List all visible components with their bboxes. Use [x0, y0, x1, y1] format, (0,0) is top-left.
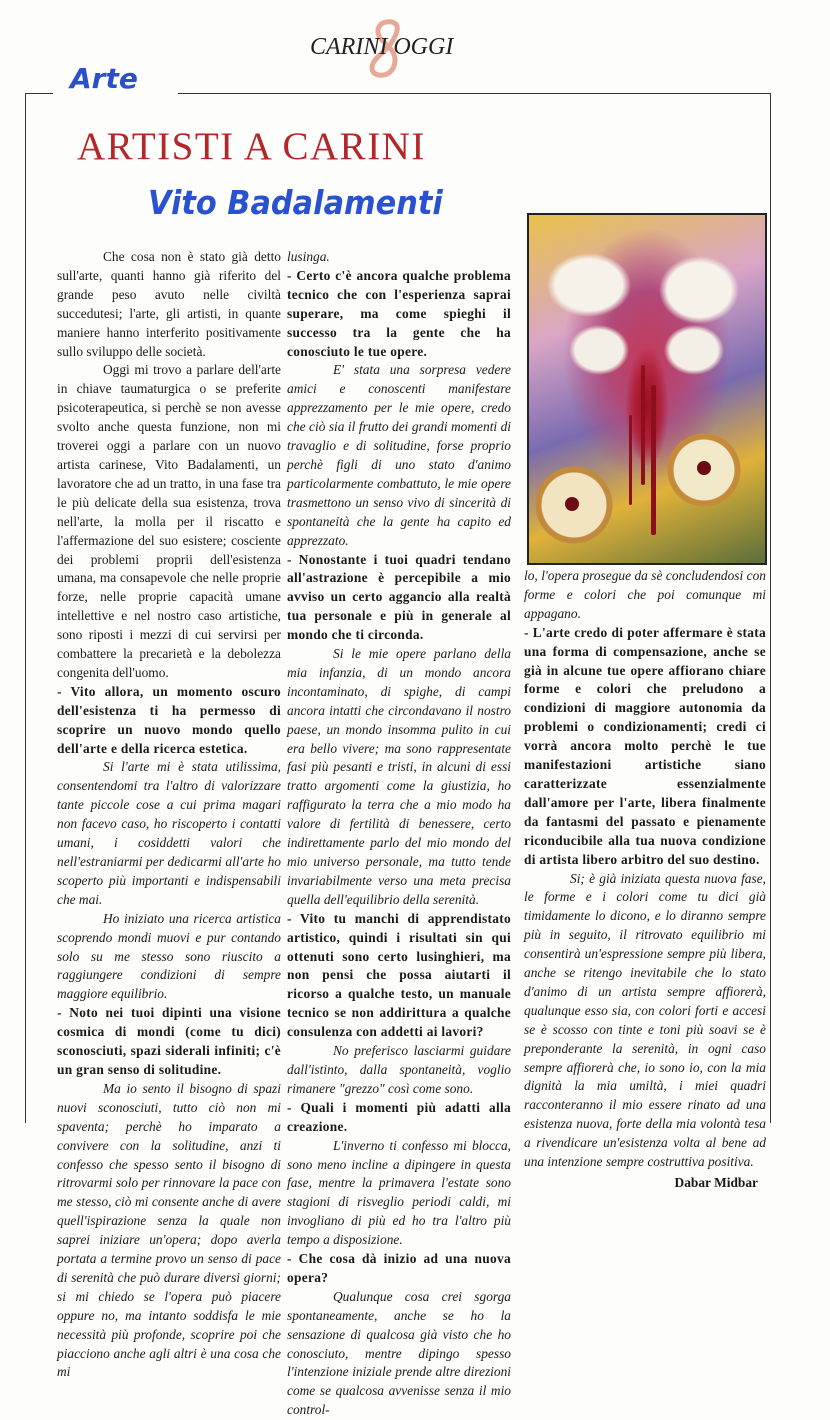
- paint-spot: [565, 497, 579, 511]
- interview-answer: Ho iniziato una ricerca artistica scoprendo mondi muovi e pur contando solo su me stesso sono riuscito a raggiungere condizioni di sempre maggiore equilibrio.: [57, 910, 281, 1002]
- frame-rule: [770, 93, 771, 1123]
- paint-drip: [641, 365, 645, 485]
- interview-question: - Vito tu manchi di apprendistato artistico, quindi i risultati sin qui ottenuti sono certo lusinghieri, ma non pensi che possa aiutarti il ricorso a qualche testo, un manuale tecnico se non addirittura a qualche consulenza con addetti ai lavori?: [287, 910, 511, 1040]
- frame-rule: [25, 93, 53, 94]
- interview-question: - Che cosa dà inizio ad una nuova opera?: [287, 1251, 511, 1285]
- magazine-masthead: [300, 22, 500, 82]
- section-label: Arte: [70, 62, 138, 95]
- interview-answer: Si; è già iniziata questa nuova fase, le forme e i colori come tu dici già timidamente lo dicono, e lo diranno sempre più in seguito, il ritrovato equilibrio mi consentirà un'espressione sempre più libera, anche se ritengo inevitabile che lo stato d'animo di un artista sempre affiorerà, qualunque esso sia, con colori forti e accesi se è scosso con tinte e toni più soavi se è preponderante la serenità, in ogni caso sempre affiorerà che, io sono io, con la mia dignità la mia umiltà, i miei quadri racconteranno il mio essere rinato ad una esistenza nuova, forte della mia volontà tesa a rivendicare un'esistenza volta al bene ad una intenzione sempre costruttiva positiva.: [524, 870, 766, 1170]
- interview-question: - Noto nei tuoi dipinti una visione cosmica di mondi (come tu dici) sconosciuti, spazi siderali infiniti; c'è un gran senso di solitudine.: [57, 1005, 281, 1077]
- interview-answer: lo, l'opera prosegue da sè concludendosi con forme e colori che poi comunque mi appagano.: [524, 568, 766, 621]
- interview-question: - Nonostante i tuoi quadri tendano all'astrazione è percepibile a mio avviso un certo aggancio alla realtà tua personale e più in generale al mondo che ti circonda.: [287, 551, 511, 643]
- interview-question: - Certo c'è ancora qualche problema tecnico che con l'esperienza saprai superare, ma come spieghi il successo tra la gente che ha conosciuto le tue opere.: [287, 267, 511, 359]
- article-column-3: [524, 567, 766, 1193]
- article-column-2: [287, 248, 511, 1420]
- interview-answer: Si l'arte mi è stata utilissima, consentendomi tra l'altro di valorizzare tante piccole cose a cui prima magari non facevo caso, ho riscoperto i contatti umani, i cosiddetti valori che nell'estraniarmi per dedicarmi all'arte ho scoperto più importanti e indispensabili che mai.: [57, 759, 281, 907]
- interview-answer: E' stata una sorpresa vedere amici e conoscenti manifestare apprezzamento per le mie opere, credo che ciò sia il frutto dei grandi momenti di travaglio e di solitudine, forse proprio perchè figli di uno stato d'animo particolarmente combattuto, le mie opere trasmettono un senso vivo di sincerità di spontaneità che la gente ha capito ed apprezzato.: [287, 362, 511, 548]
- frame-rule: [178, 93, 771, 94]
- paint-drip: [629, 415, 632, 505]
- paint-drip: [651, 385, 656, 535]
- author-signature: Dabar Midbar: [674, 1175, 758, 1190]
- interview-answer: Ma io sento il bisogno di spazi nuovi sconosciuti, tutto ciò non mi spaventa; perchè ho imparato a convivere con la solitudine, anzi ti confesso che spesso sento il bisogno di ritrovarmi solo per rinnovare la pace con me stesso, ciò mi consente anche di avere quell'ispirazione senza la quale non saprei iniziare un'opera; dopo averla portata a termine provo un senso di pace di serenità che può durare diversi giorni; si mi chiedo se l'opera può piacere oppure no, ma intanto soddisfa le mie necessità più profonde, scoprire poi che piacciono anche agli altri è una cosa che mi: [57, 1080, 281, 1380]
- interview-answer: L'inverno ti confesso mi blocca, sono meno incline a dipingere in questa fase, mentre la primavera l'estate sono stagioni di risveglio periodi caldi, mi invogliano di più ed ho tra l'altro più tempo a disposizione.: [287, 1137, 511, 1248]
- artist-name: Vito Badalamenti: [148, 183, 443, 222]
- interview-question: - Vito allora, un momento oscuro dell'esistenza ti ha permesso di scoprire un nuovo mondo quello dell'arte e della ricerca estetica.: [57, 683, 281, 756]
- magazine-name: CARINI OGGI: [310, 34, 454, 60]
- interview-question: - L'arte credo di poter affermare è stata una forma di compensazione, anche se già in alcune tue opere affiorano chiare forme e colori che preludono a condizioni di maggiore autonomia da problemi o condizionamenti; credi ci vorrà ancora molto perchè le tue manifestazioni artistiche siano caratterizzate essenzialmente dall'amore per l'arte, libera finalmente da fantasmi del passato e pienamente riconducibile alla tua nuova condizione di artista libero arbitro del suo destino.: [524, 624, 766, 867]
- article-column-1: [57, 248, 281, 1382]
- paint-spot: [697, 461, 711, 475]
- interview-answer: Si le mie opere parlano della mia infanzia, di un mondo ancora incontaminato, di spighe, di campi ancora intatti che circondavano il nostro paese, un mondo insomma pulito in cui era bello vivere; ma sono rappresentate fasi più pesanti e tristi, in alcuni di essi tratto argomenti come la giustizia, ho raffigurato la terra che a mio modo ha valore di fertilità di benessere, certo indirettamente parlo del mio mondo del mio universo personale, ma tutto tende invariabilmente verso una meta precisa quella dell'equilibrio della serenità.: [287, 646, 511, 907]
- intro-paragraph: Oggi mi trovo a parlare dell'arte in chiave taumaturgica o se preferite psicoterapeutica, si perchè se non avesse svolto anche questa funzione, non mi troverei oggi a parlare con un nuovo artista carinese, Vito Badalamenti, un lavoratore che ad un tratto, in una fase tra le più delicate della sua esistenza, trova nell'arte, la molla per il riscatto e l'affermazione del suo esistere; cosciente dei problemi proprii dell'esistenza umana, ma consapevole che nelle proprie forze, nelle proprie capacità umane intellettive e nel nostro caso artistiche, sono riposti i mezzi di cui servirsi per combattere la precarietà e la debolezza congenita dell'uomo.: [57, 362, 281, 680]
- frame-rule: [25, 93, 26, 1123]
- interview-question: - Quali i momenti più adatti alla creazione.: [287, 1099, 511, 1134]
- interview-answer: Qualunque cosa crei sgorga spontaneamente, anche se ho la sensazione di qualcosa già visto che ho conosciuto, mentre dipingo spesso l'intenzione iniziale prende altre direzioni come se qualcosa avvenisse senza il mio control-: [287, 1288, 511, 1418]
- interview-answer: lusinga.: [287, 249, 330, 264]
- article-title: ARTISTI A CARINI: [77, 125, 426, 168]
- intro-paragraph: Che cosa non è stato già detto sull'arte, quanti hanno già riferito del grande peso avuto nelle civiltà succedutesi; l'arte, gli artisti, in quante maniere hanno interferito positivamente sullo sviluppo delle società.: [57, 249, 281, 359]
- interview-answer: No preferisco lasciarmi guidare dall'istinto, dalla spontaneità, voglio rimanere "grezzo" così come sono.: [287, 1043, 511, 1096]
- artwork-image: [527, 213, 767, 565]
